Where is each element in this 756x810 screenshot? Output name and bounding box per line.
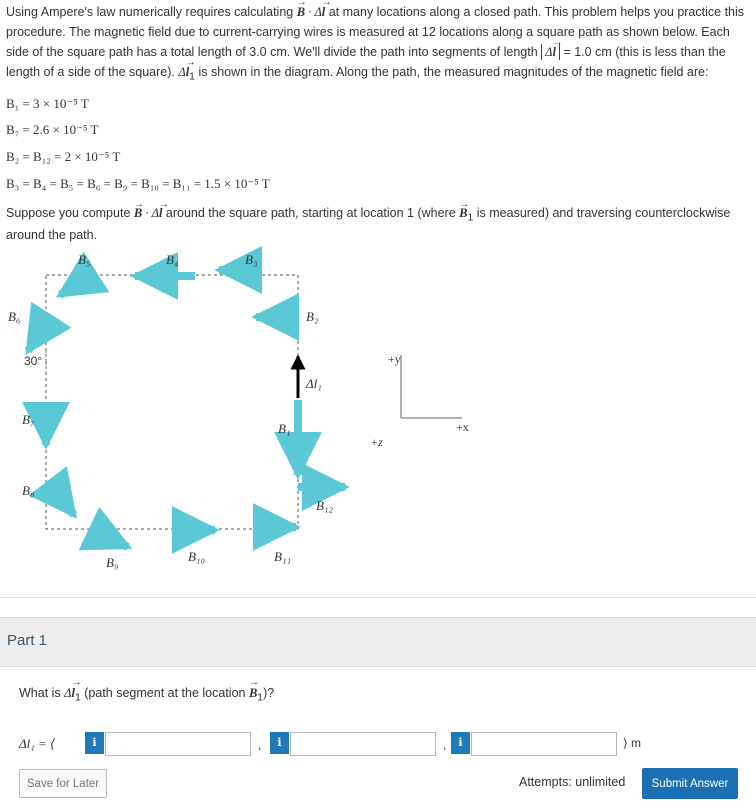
field-row-b3-b11: B₃ = B₄ = B₅ = B₆ = B₉ = B₁₀ = B₁₁ = 1.5 × 10⁻⁵ T [6, 176, 270, 191]
field-row-b7: B₇ = 2.6 × 10⁻⁵ T [6, 122, 99, 137]
answer-unit: ⟩ m [623, 736, 642, 750]
submit-answer-button[interactable]: Submit Answer [642, 768, 738, 799]
intro-text-2: at many locations along a closed path. This problem helps you practice this procedure. The magnetic field due to current-carrying wires is measured at 12 locations along a square path as shown below. Each side of the square path has a total length of 3.0 cm. We'll divide the path into segments of length [6, 5, 745, 59]
intro-text-3: = 1.0 cm (this is less than the length of a side of the square). [6, 45, 726, 79]
problem-instruction [6, 205, 750, 244]
p2-b-vector: → B [134, 205, 142, 222]
info-button-y[interactable]: i [270, 732, 289, 754]
section-divider [0, 597, 756, 598]
label-b10: B₁₀ [188, 549, 205, 564]
answer-lhs: Δl₁ = ⟨ [19, 736, 56, 751]
part-title: Part 1 [7, 632, 48, 649]
part-header [0, 617, 756, 667]
label-b1: B₁ [278, 421, 291, 436]
b6-arrow [28, 323, 46, 351]
answer-z-input[interactable] [471, 732, 617, 756]
attempts-label: Attempts: unlimited [519, 775, 626, 789]
q-b-vector: → B [249, 686, 257, 701]
q-l-sub: 1 [74, 692, 81, 704]
label-dl1: Δl₁ [306, 376, 322, 391]
question-text-3: )? [263, 686, 275, 700]
p2-b1-sub: 1 [467, 212, 474, 224]
info-button-z[interactable]: i [451, 732, 470, 754]
question-text-2: (path segment at the location [80, 686, 249, 700]
b-vector-symbol: → B [297, 2, 305, 22]
q-delta: Δ [64, 686, 72, 700]
path-diagram [0, 243, 756, 588]
delta-l1-sub: 1 [189, 71, 195, 83]
dot-delta-symbol: · Δ [305, 5, 322, 19]
p2-l-vector: → l [159, 205, 162, 222]
delta-l1-delta: Δ [178, 65, 186, 79]
b8-arrow [48, 481, 74, 515]
field-row-b2-b12: B₂ = B₁₂ = 2 × 10⁻⁵ T [6, 149, 121, 164]
abs-l-symbol: → l [552, 44, 555, 60]
axis-label-y: +y [388, 352, 401, 366]
para2-text-1: Suppose you compute [6, 206, 134, 220]
label-b7: B₇ [22, 412, 35, 427]
question-text [19, 686, 274, 704]
problem-intro [6, 2, 750, 88]
save-for-later-button[interactable]: Save for Later [19, 769, 107, 798]
comma-1: , [258, 738, 262, 752]
delta-l1-l: → l [186, 62, 189, 82]
l-vector-symbol: → l [322, 2, 325, 22]
field-row-b1: B₁ = 3 × 10⁻⁵ T [6, 96, 89, 111]
abs-delta-l [541, 44, 560, 60]
label-b2: B₂ [306, 309, 319, 324]
answer-row [19, 730, 749, 760]
b9-arrow [90, 529, 128, 547]
label-angle: 30° [24, 354, 43, 368]
answer-y-input[interactable] [290, 732, 436, 756]
intro-text-1: Using Ampere's law numerically requires calculating [6, 5, 297, 19]
p2-b1-vector: → B [459, 205, 467, 222]
para2-text-2: around the square path, starting at location 1 (where [162, 206, 460, 220]
label-b3: B₃ [245, 252, 258, 267]
comma-2: , [443, 738, 447, 752]
para2-text-3: is measured) and traversing counterclockwise around the path. [6, 206, 731, 242]
q-b-sub: 1 [257, 692, 264, 704]
label-b9: B₉ [106, 555, 119, 570]
p2-dot-delta: · Δ [142, 206, 159, 220]
label-b11: B₁₁ [274, 549, 291, 564]
label-b5: B₅ [78, 252, 91, 267]
question-text-1: What is [19, 686, 65, 700]
axis-label-z: +z [370, 435, 383, 449]
answer-x-input[interactable] [105, 732, 251, 756]
label-b12: B₁₂ [316, 498, 333, 513]
label-b6: B₆ [8, 309, 21, 324]
label-b8: B₈ [22, 483, 35, 498]
axis-label-x: +x [456, 420, 469, 434]
b5-arrow [60, 276, 90, 295]
intro-text-4: is shown in the diagram. Along the path, the measured magnitudes of the magnetic field are: [194, 65, 709, 79]
label-b4: B₄ [166, 252, 179, 267]
info-button-x[interactable]: i [85, 732, 104, 754]
q-l-vector: → l [72, 686, 75, 701]
abs-delta-symbol: Δ [545, 45, 553, 59]
